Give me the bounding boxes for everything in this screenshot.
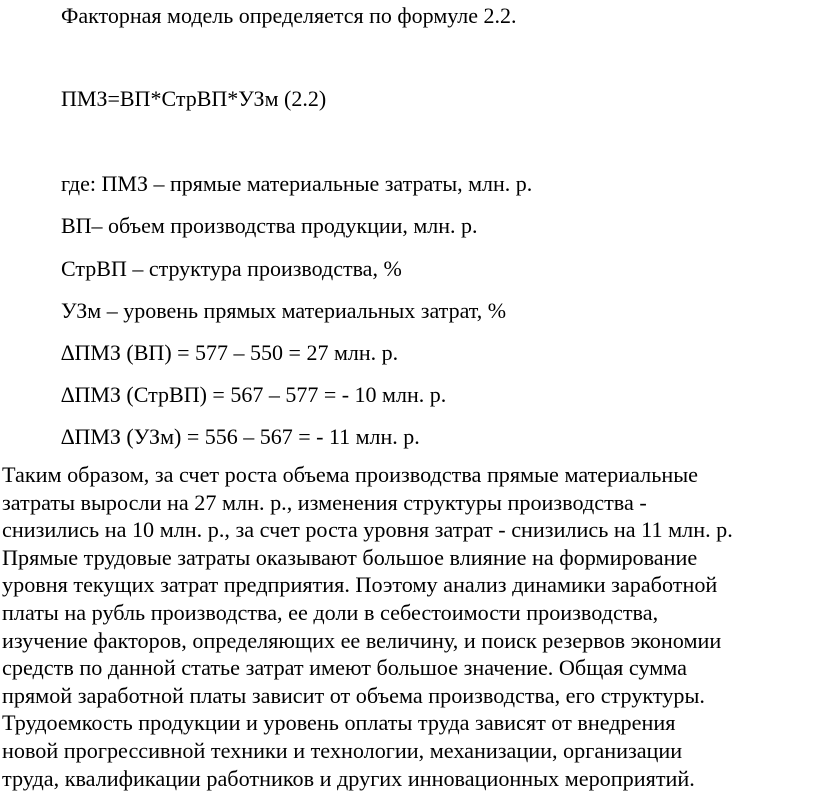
paragraph-line: Таким образом, за счет роста объема производства прямые материальные (2, 462, 698, 487)
definition-uzm: УЗм – уровень прямых материальных затрат, % (61, 298, 507, 323)
paragraph-line: снизились на 10 млн. р., за счет роста уровня затрат - снизились на 11 млн. р. (2, 517, 733, 543)
paragraph-line: изучение факторов, определяющих ее величину, и поиск резервов экономии (2, 627, 722, 653)
paragraph-line: Прямые трудовые затраты оказывают большое влияние на формирование (2, 544, 698, 570)
paragraph-line: Трудоемкость продукции и уровень оплаты труда зависят от внедрения (2, 710, 676, 736)
paragraph-line: уровня текущих затрат предприятия. Поэтому анализ динамики заработной (2, 572, 718, 598)
paragraph-line: затраты выросли на 27 млн. р., изменения структуры производства - (2, 489, 647, 515)
intro-text: Факторная модель определяется по формуле 2.2. (61, 3, 517, 28)
delta-uzm: ∆ПМЗ (УЗм) = 556 – 567 = - 11 млн. р. (61, 424, 420, 449)
formula: ПМЗ=ВП*СтрВП*УЗм (2.2) (61, 86, 327, 111)
paragraph-line: новой прогрессивной техники и технологии, механизации, организации (2, 737, 683, 763)
definition-pmz: где: ПМЗ – прямые материальные затраты, млн. р. (61, 171, 533, 196)
paragraph-line: труда, квалификации работников и других инновационных мероприятий. (2, 765, 695, 791)
paragraph-line: прямой заработной платы зависит от объема производства, его структуры. (2, 682, 705, 708)
definition-vp: ВП– объем производства продукции, млн. р. (61, 213, 478, 238)
delta-strvp: ∆ПМЗ (СтрВП) = 567 – 577 = - 10 млн. р. (61, 382, 447, 407)
conclusion-paragraph (2, 461, 814, 792)
delta-vp: ∆ПМЗ (ВП) = 577 – 550 = 27 млн. р. (61, 340, 399, 365)
paragraph-line: средств по данной статье затрат имеют большое значение. Общая сумма (2, 655, 688, 681)
definition-strvp: СтрВП – структура производства, % (61, 256, 402, 281)
paragraph-line: платы на рубль производства, ее доли в себестоимости производства, (2, 599, 659, 625)
